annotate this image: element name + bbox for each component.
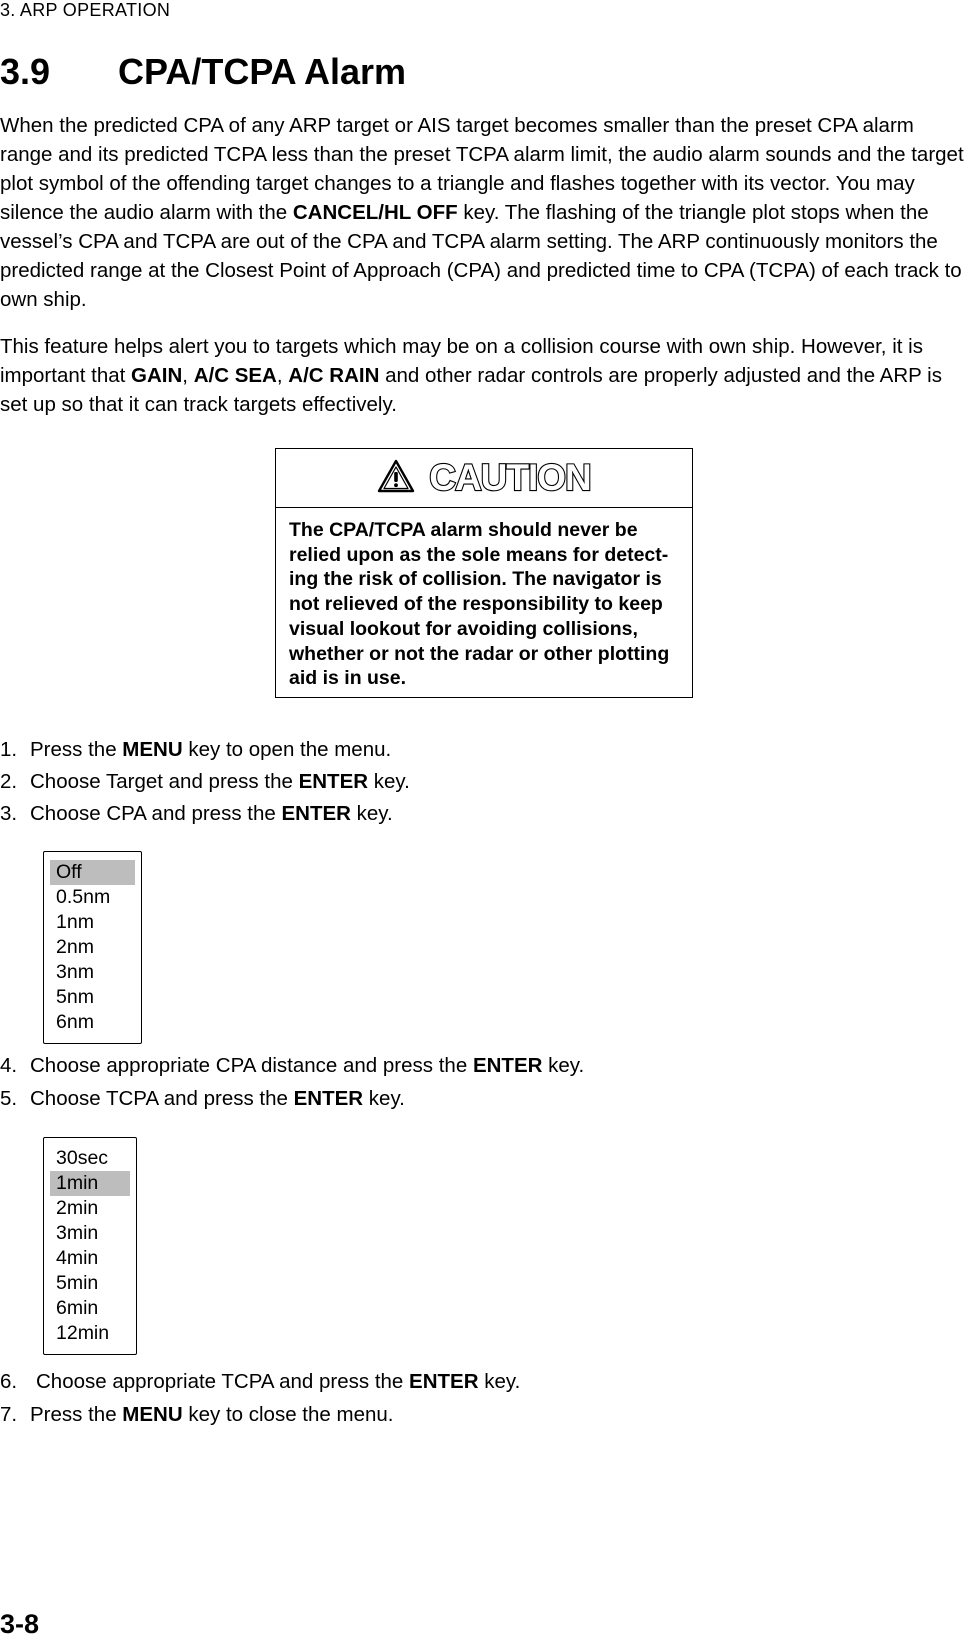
cpa-option-5nm[interactable]: 5nm: [56, 986, 94, 1008]
tcpa-option-30sec[interactable]: 30sec: [56, 1147, 109, 1169]
page-number: 3-8: [0, 1609, 40, 1639]
section-title-text: CPA/TCPA Alarm: [118, 51, 407, 92]
caution-box: [275, 448, 693, 698]
step-text: key.: [363, 1087, 405, 1110]
tcpa-option-4min[interactable]: 4min: [56, 1247, 99, 1269]
key-name: ENTER: [409, 1370, 479, 1393]
tcpa-option-1min[interactable]: 1min: [50, 1171, 130, 1196]
key-name: ENTER: [298, 770, 369, 793]
step-1: [0, 737, 391, 763]
caution-text: The CPA/TCPA alarm should never be relied upon as the sole means for detect-ing the risk of collision. The navigator is not relieved of the responsibility to keep visual lookout for avoiding collisions, whether or not the radar or other plotting aid is in use.: [289, 519, 670, 690]
paragraph-text: This feature helps alert you to targets which may be on a collision course with own ship. However, it is important that: [0, 335, 923, 387]
step-number: 6.: [0, 1370, 18, 1393]
step-text: Choose Target and press the: [30, 770, 299, 793]
step-text: key to close the menu.: [182, 1403, 394, 1426]
key-name: A/C RAIN: [288, 364, 380, 387]
cpa-option-0-5nm[interactable]: 0.5nm: [56, 886, 111, 908]
step-text: Press the: [30, 738, 123, 761]
tcpa-option-2min[interactable]: 2min: [56, 1197, 99, 1219]
step-text: Choose appropriate CPA distance and press the: [30, 1054, 473, 1077]
key-name: ENTER: [472, 1054, 543, 1077]
tcpa-option-3min[interactable]: 3min: [56, 1222, 99, 1244]
step-text: Choose CPA and press the: [30, 802, 282, 825]
key-name: MENU: [122, 738, 183, 761]
step-5: [0, 1086, 405, 1112]
step-7: [0, 1402, 393, 1428]
key-name: ENTER: [293, 1087, 364, 1110]
step-2: [0, 769, 410, 795]
cpa-option-3nm[interactable]: 3nm: [56, 961, 94, 983]
step-number: 2.: [0, 770, 18, 793]
caution-label: CAUTION: [429, 457, 591, 498]
step-text: key.: [478, 1370, 521, 1393]
step-number: 3.: [0, 802, 18, 825]
step-text: key.: [542, 1054, 585, 1077]
cpa-option-6nm[interactable]: 6nm: [56, 1011, 94, 1033]
paragraph-text: When the predicted CPA of any ARP target or AIS target becomes smaller than the preset CPA alarm range and its predicted TCPA less than the preset TCPA alarm limit, the audio alarm sounds and the target plot symbol of the offending target changes to a triangle and flashes together with its vector. You may silence the audio alarm with the: [0, 114, 964, 224]
step-text: key.: [350, 802, 393, 825]
feature-paragraph: [0, 332, 968, 419]
key-name: GAIN: [131, 364, 183, 387]
step-number: 4.: [0, 1054, 18, 1077]
tcpa-options-menu: [43, 1137, 137, 1355]
section-title: [0, 50, 406, 94]
paragraph-text: and other radar controls are properly adjusted and the ARP is set up so that it can track targets effectively.: [0, 364, 942, 416]
step-text: Choose TCPA and press the: [30, 1087, 294, 1110]
tcpa-option-5min[interactable]: 5min: [56, 1272, 99, 1294]
section-number: 3.9: [0, 51, 51, 92]
paragraph-text: key. The flashing of the triangle plot stops when the vessel’s CPA and TCPA are out of the CPA and TCPA alarm setting. The ARP continuously monitors the predicted range at the Closest Point of Approach (CPA) and predicted time to CPA (TCPA) of each track to own ship.: [0, 201, 962, 311]
step-text: Choose appropriate TCPA and press the: [36, 1370, 410, 1393]
cpa-option-1nm[interactable]: 1nm: [56, 911, 94, 933]
step-4: [0, 1053, 584, 1079]
tcpa-option-12min[interactable]: 12min: [56, 1322, 110, 1344]
caution-header: [276, 449, 692, 508]
cpa-options-menu: [43, 851, 142, 1044]
running-header: 3. ARP OPERATION: [0, 0, 171, 20]
intro-paragraph: [0, 111, 968, 314]
separator: ,: [182, 364, 194, 387]
step-number: 1.: [0, 738, 18, 761]
step-text: key to open the menu.: [182, 738, 392, 761]
step-6: [0, 1369, 520, 1395]
separator: ,: [276, 364, 289, 387]
tcpa-option-6min[interactable]: 6min: [56, 1297, 99, 1319]
key-name: MENU: [122, 1403, 183, 1426]
key-name: CANCEL/HL OFF: [292, 201, 458, 224]
key-name: A/C SEA: [193, 364, 277, 387]
step-number: 5.: [0, 1087, 18, 1110]
cpa-option-off[interactable]: Off: [50, 860, 135, 885]
key-name: ENTER: [281, 802, 351, 825]
warning-triangle-icon: [377, 459, 415, 498]
step-text: Press the: [30, 1403, 123, 1426]
step-text: key.: [368, 770, 410, 793]
cpa-option-2nm[interactable]: 2nm: [56, 936, 94, 958]
step-3: [0, 801, 393, 827]
step-number: 7.: [0, 1403, 18, 1426]
